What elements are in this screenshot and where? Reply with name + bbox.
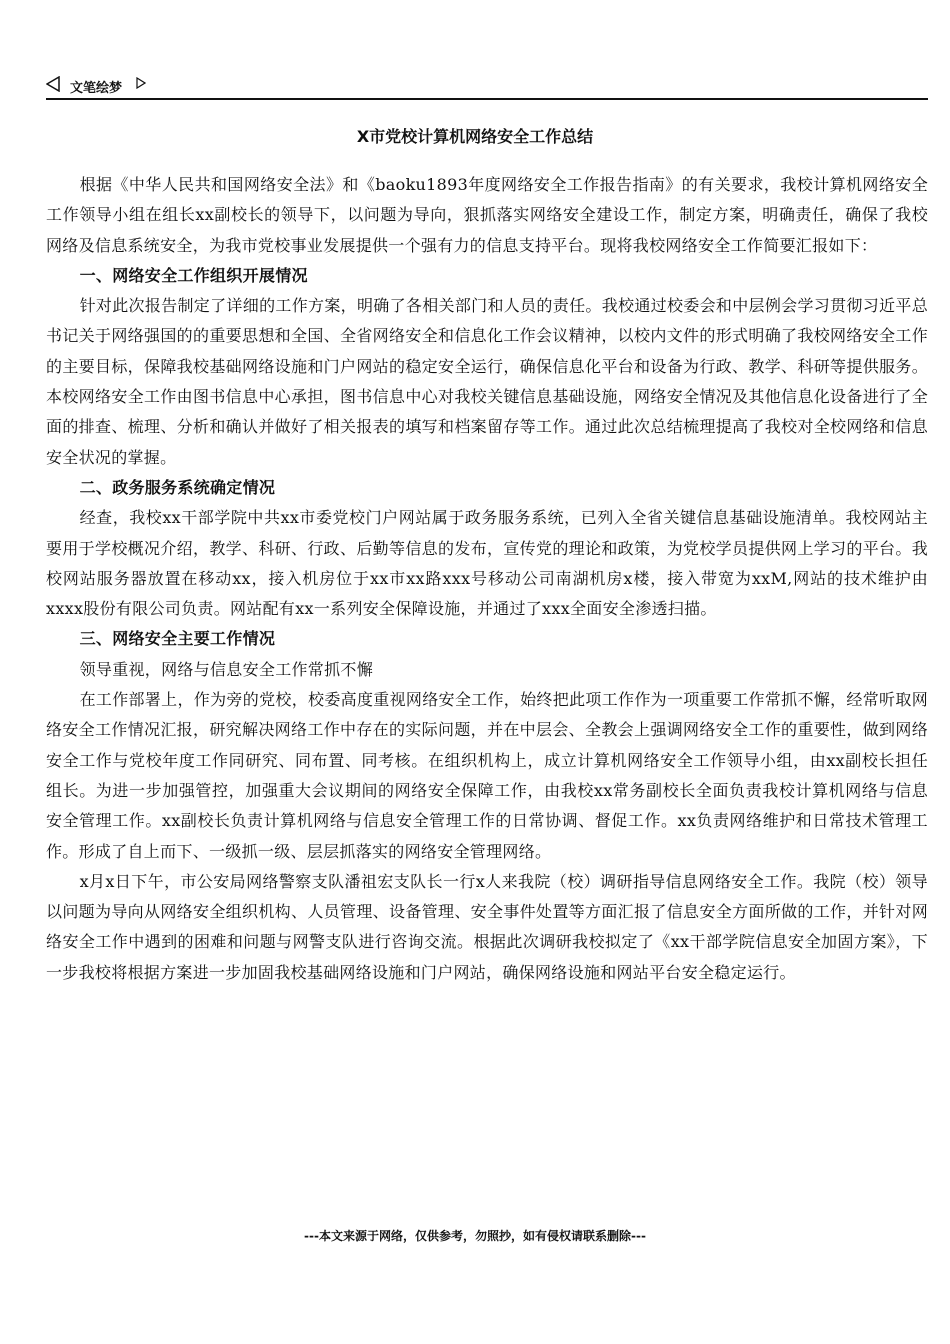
section-2-heading: 二、政务服务系统确定情况	[79, 477, 276, 497]
document-body	[46, 170, 928, 988]
page-header	[46, 70, 928, 100]
section-1-paragraph: 针对此次报告制定了详细的工作方案，明确了各相关部门和人员的责任。我校通过校委会和中层例会学习贯彻习近平总书记关于网络强国的的重要思想和全国、全省网络安全和信息化工作会议精神，以校内文件的形式明确了我校网络安全工作的主要目标，保障我校基础网络设施和门户网站的稳定安全运行，确保信息化平台和设备为行政、教学、科研等提供服务。本校网络安全工作由图书信息中心承担，图书信息中心对我校关键信息基础设施，网络安全情况及其他信息化设备进行了全面的排查、梳理、分析和确认并做好了相关报表的填写和档案留存等工作。通过此次总结梳理提高了我校对全校网络和信息安全状况的掌握。	[46, 296, 928, 467]
page-footer: ---本文来源于网络，仅供参考，勿照抄，如有侵权请联系删除---	[304, 1229, 646, 1243]
section-3-paragraph-1: 在工作部署上，作为旁的党校，校委高度重视网络安全工作，始终把此项工作作为一项重要工作常抓不懈，经常听取网络安全工作情况汇报，研究解决网络工作中存在的实际问题，并在中层会、全教会上强调网络安全工作的重要性，做到网络安全工作与党校年度工作同研究、同布置、同考核。在组织机构上，成立计算机网络安全工作领导小组，由xx副校长担任组长。为进一步加强管控，加强重大会议期间的网络安全保障工作，由我校xx常务副校长全面负责我校计算机网络与信息安全管理工作。xx副校长负责计算机网络与信息安全管理工作的日常协调、督促工作。xx负责网络维护和日常技术管理工作。形成了自上而下、一级抓一级、层层抓落实的网络安全管理网络。	[46, 690, 928, 861]
section-3-subheading: 领导重视，网络与信息安全工作常抓不懈	[79, 659, 373, 679]
section-1-heading: 一、网络安全工作组织开展情况	[79, 265, 308, 285]
intro-paragraph: 根据《中华人民共和国网络安全法》和《baoku1893年度网络安全工作报告指南》的有关要求，我校计算机网络安全工作领导小组在组长xx副校长的领导下，以问题为导向，狠抓落实网络安全建设工作，制定方案，明确责任，确保了我校网络及信息系统安全，为我市党校事业发展提供一个强有力的信息支持平台。现将我校网络安全工作简要汇报如下：	[46, 175, 928, 255]
document-title: X市党校计算机网络安全工作总结	[356, 127, 594, 146]
section-2-paragraph: 经查，我校xx干部学院中共xx市委党校门户网站属于政务服务系统，已列入全省关键信息基础设施清单。我校网站主要用于学校概况介绍，教学、科研、行政、后勤等信息的发布，宣传党的理论和政策，为党校学员提供网上学习的平台。我校网站服务器放置在移动xx，接入机房位于xx市xx路xxx号移动公司南湖机房x楼，接入带宽为xxM,网站的技术维护由xxxx股份有限公司负责。网站配有xx一系列安全保障设施，并通过了xxx全面安全渗透扫描。	[46, 508, 928, 619]
triangle-right-outline-icon	[136, 77, 146, 89]
section-3-paragraph-2: x月x日下午，市公安局网络警察支队潘祖宏支队长一行x人来我院（校）调研指导信息网络安全工作。我院（校）领导以问题为导向从网络安全组织机构、人员管理、设备管理、安全事件处置等方面汇报了信息安全方面所做的工作，并针对网络安全工作中遇到的困难和问题与网警支队进行咨询交流。根据此次调研我校拟定了《xx干部学院信息安全加固方案》，下一步我校将根据方案进一步加固我校基础网络设施和门户网站，确保网络设施和网站平台安全稳定运行。	[46, 871, 928, 982]
triangle-left-outline-icon	[46, 76, 60, 92]
header-brand: 文笔绘梦	[70, 81, 123, 96]
section-3-heading: 三、网络安全主要工作情况	[79, 629, 276, 649]
